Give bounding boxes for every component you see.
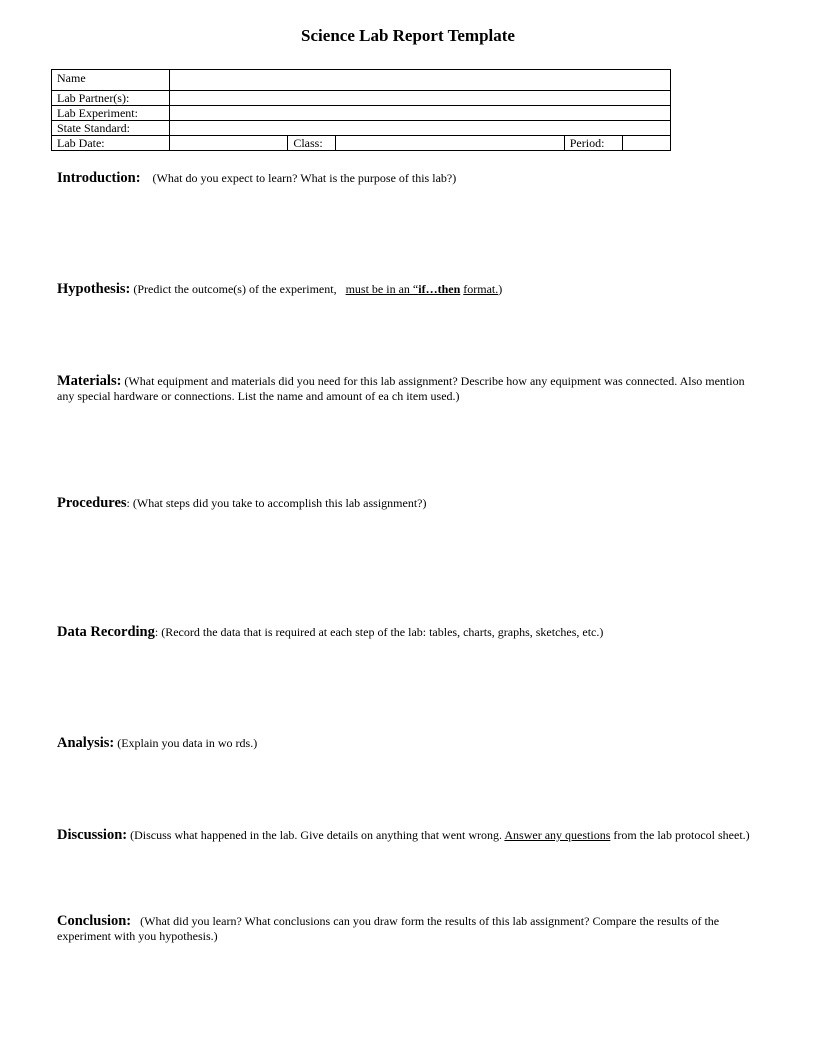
procedures-text: : (What steps did you take to accomplish this lab assignment?) xyxy=(126,496,427,510)
lab-partner-label: Lab Partner(s): xyxy=(52,91,170,106)
conclusion-text: (What did you learn? What conclusions can you draw form the results of this lab assignment? Compare the results of the experiment with you hypothesis.) xyxy=(57,914,720,943)
hypothesis-close: ) xyxy=(498,282,503,296)
discussion-section xyxy=(57,828,757,843)
hypothesis-section xyxy=(57,282,757,297)
period-label: Period: xyxy=(564,136,622,151)
introduction-section xyxy=(57,171,757,186)
procedures-heading: Procedures xyxy=(57,495,127,511)
state-standard-label: State Standard: xyxy=(52,121,170,136)
discussion-text-1: (Discuss what happened in the lab. Give details on anything that went wrong. xyxy=(130,828,503,842)
state-standard-field[interactable] xyxy=(170,121,671,136)
analysis-section xyxy=(57,736,757,751)
hypothesis-heading: Hypothesis: xyxy=(57,281,131,297)
conclusion-section xyxy=(57,914,757,944)
lab-date-label: Lab Date: xyxy=(52,136,170,151)
materials-section xyxy=(57,374,757,404)
name-label: Name xyxy=(52,70,170,91)
lab-experiment-field[interactable] xyxy=(170,106,671,121)
introduction-text: (What do you expect to learn? What is the purpose of this lab?) xyxy=(152,171,457,185)
hypothesis-underlined-1: must be in an “ xyxy=(345,282,419,296)
materials-text: (What equipment and materials did you need for this lab assignment? Describe how any equipment was connected. Also mention any special hardware or connections. List the name and amount of ea ch item used.) xyxy=(57,374,745,403)
procedures-section xyxy=(57,496,757,511)
lab-date-field[interactable] xyxy=(170,136,288,151)
hypothesis-if-then: if…then xyxy=(418,282,461,296)
hypothesis-underlined-2: format. xyxy=(463,282,499,296)
analysis-heading: Analysis: xyxy=(57,735,115,751)
introduction-heading: Introduction: xyxy=(57,170,141,186)
conclusion-heading: Conclusion: xyxy=(57,913,132,929)
discussion-heading: Discussion: xyxy=(57,827,128,843)
discussion-text-2: from the lab protocol sheet.) xyxy=(613,828,750,842)
lab-partner-field[interactable] xyxy=(170,91,671,106)
data-recording-section xyxy=(57,625,757,640)
discussion-underlined: Answer any questions xyxy=(504,828,611,842)
lab-experiment-label: Lab Experiment: xyxy=(52,106,170,121)
info-table xyxy=(51,69,671,151)
page-title: Science Lab Report Template xyxy=(301,26,515,45)
materials-heading: Materials: xyxy=(57,373,122,389)
hypothesis-text: (Predict the outcome(s) of the experiment, xyxy=(133,282,337,296)
data-recording-text: : (Record the data that is required at each step of the lab: tables, charts, graphs, sketches, etc.) xyxy=(154,625,604,639)
period-field[interactable] xyxy=(622,136,670,151)
class-field[interactable] xyxy=(336,136,564,151)
data-recording-heading: Data Recording xyxy=(57,624,155,640)
name-field[interactable] xyxy=(170,70,671,91)
class-label: Class: xyxy=(288,136,336,151)
analysis-text: (Explain you data in wo rds.) xyxy=(117,736,258,750)
